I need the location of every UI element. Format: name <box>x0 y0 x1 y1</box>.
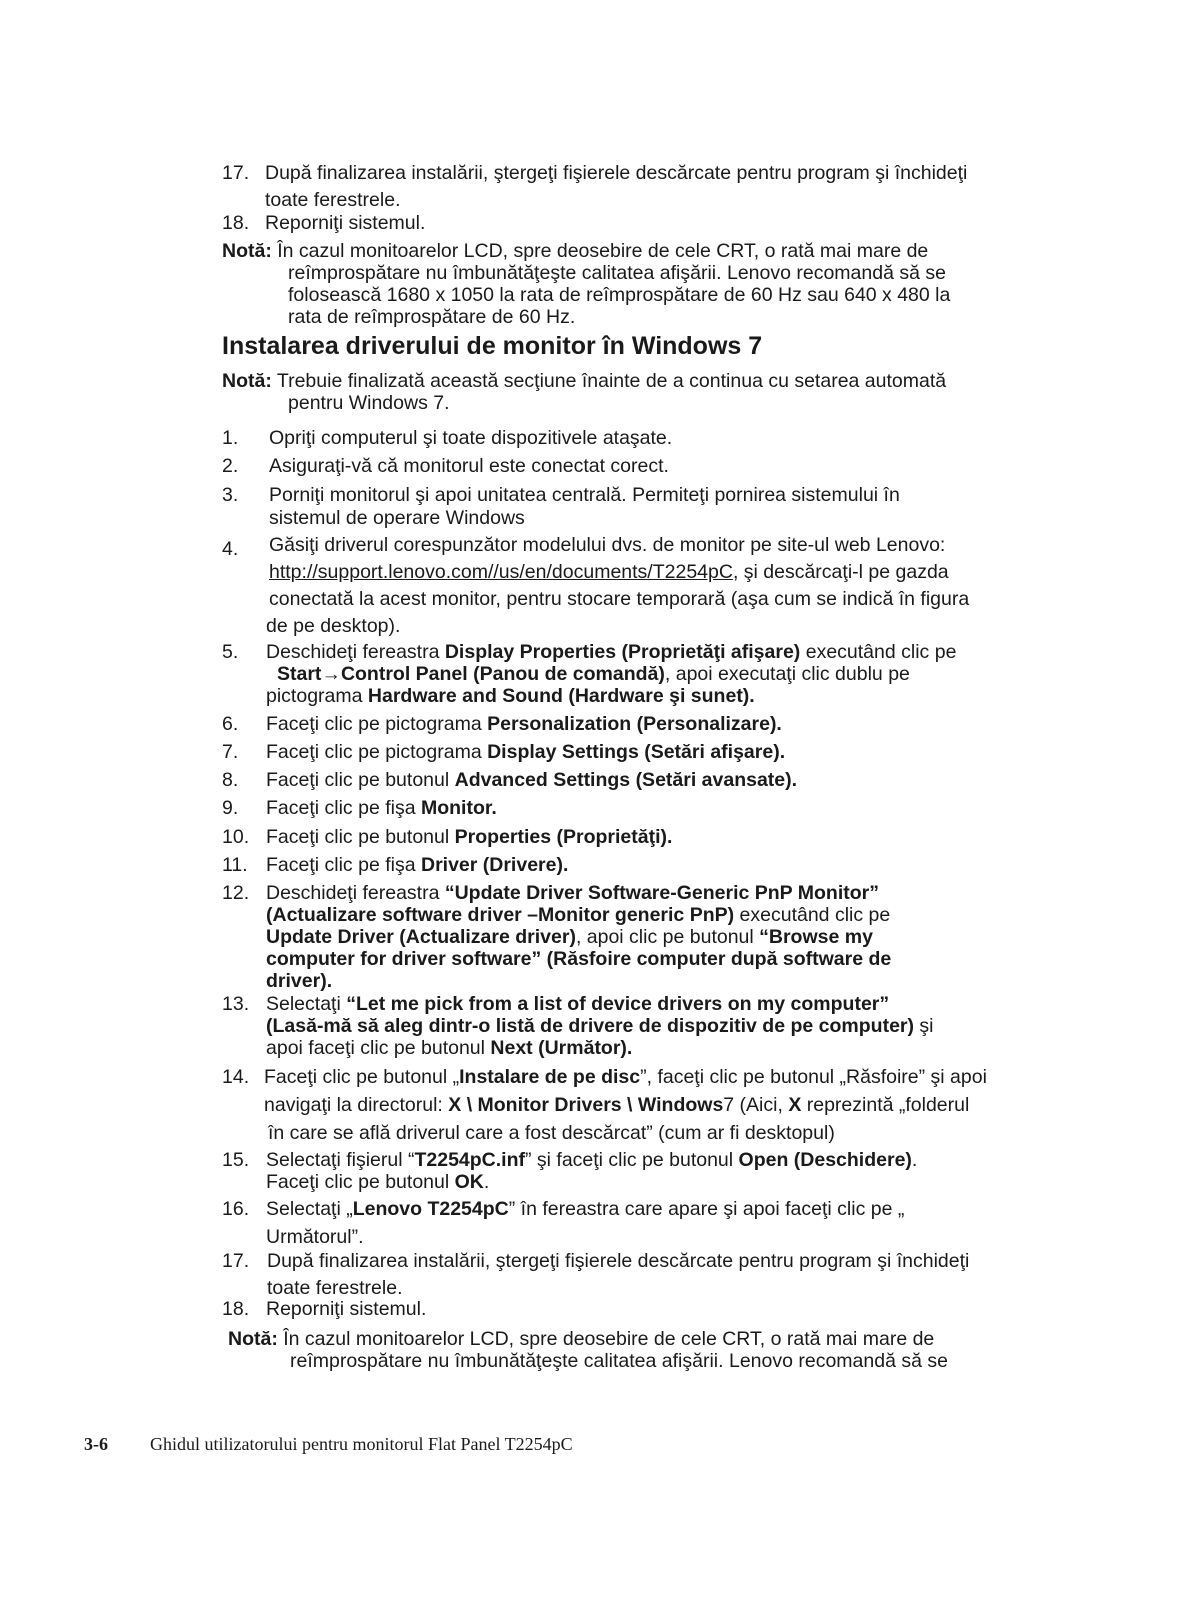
item-text: Asiguraţi-vă că monitorul este conectat corect. <box>269 455 669 477</box>
item-number: 16. <box>222 1198 250 1220</box>
item-number: 7. <box>222 741 239 763</box>
item-text: Opriţi computerul şi toate dispozitivele ataşate. <box>269 427 673 449</box>
note-text: În cazul monitoarelor LCD, spre deosebire de cele CRT, o rată mai mare de <box>277 1328 935 1350</box>
item-text: sistemul de operare Windows <box>269 507 525 529</box>
item-number: 17. <box>222 1250 250 1272</box>
note-label: Notă: <box>222 240 272 262</box>
item-number: 1. <box>222 427 239 449</box>
item-number: 15. <box>222 1149 250 1171</box>
item-number: 10. <box>222 826 250 848</box>
note-text: În cazul monitoarelor LCD, spre deosebire de cele CRT, o rată mai mare de <box>271 240 929 262</box>
item-number: 2. <box>222 455 239 477</box>
item-number: 5. <box>222 641 239 663</box>
note-text: rata de reîmprospătare de 60 Hz. <box>288 306 576 328</box>
item-number: 4. <box>222 538 239 560</box>
footer-title: Ghidul utilizatorului pentru monitorul Flat Panel T2254pC <box>150 1434 573 1454</box>
item-text: de pe desktop). <box>266 615 401 637</box>
arrow-right-icon: → <box>321 663 341 685</box>
item-text: Reporniţi sistemul. <box>265 212 426 234</box>
item-text: După finalizarea instalării, ştergeţi fişierele descărcate pentru program şi închideţi <box>265 162 968 184</box>
document-page: 17. După finalizarea instalării, ştergeţi fişierele descărcate pentru program şi închideţi toate ferestrele. 18. Reporniţi sistemul. Notă: În cazul monitoarelor LCD, spre deosebire de cele CRT, o rată mai mare de reîmprospătare nu îmbunătăţeşte calitatea afişării. Lenovo recomandă să se folosească 1680 x 1050 la rata de reîmprospătare de 60 Hz sau 640 x 480 la rata de reîmprospătare de 60 Hz. Instalarea driverului de monitor în Windows 7 Notă: Trebuie finalizată această secţiune înainte de a continua cu setarea automată pentru Windows 7. 1. Opriţi computerul şi toate dispozitivele ataşate. 2. Asiguraţi-vă că monitorul este conectat corect. 3. Porniţi monitorul şi apoi unitatea centrală. Permiteţi pornirea sistemului în sistemul de operare Windows 4. Găsiţi driverul corespunzător modelului dvs. de monitor pe site-ul web Lenovo: http://support.lenovo.com//us/en/documents/T2254pC, şi descărcaţi-l pe gazda conectată la acest monitor, pentru stocare temporară (aşa cum se indică în figura de pe desktop). 5. Deschideţi fereastra Display Properties (Proprietăţi afişare) executând clic pe Start→Control Panel (Panou de comandă), apoi executaţi clic dublu pe pictograma Hardware and Sound (Hardware şi sunet). 6. Faceţi clic pe pictograma Personalization (Personalizare). 7. Faceţi clic pe pictograma Display Settings (Setări afişare). 8. Faceţi clic pe butonul Advanced Settings (Setări avansate). 9. Faceţi clic pe fişa Monitor. 10. Faceţi clic pe butonul Properties (Proprietăţi). 11. Faceţi clic pe fişa Driver (Drivere). 12. Deschideţi fereastra “Update Driver Software-Generic PnP Monitor” (Actualizare software driver –Monitor generic PnP) executând clic pe Update Driver (Actualizare driver), apoi clic pe butonul “Browse my computer for driver software” (Răsfoire computer după software de driver). 13. Selectaţi “Let me pick from a list of device drivers on my computer” (Lasă-mă să aleg dintr-o listă de drivere de dispozitiv de pe computer) şi apoi faceţi clic pe butonul Next (Următor). 14. Faceţi clic pe butonul „Instalare de pe disc”, faceţi clic pe butonul „Răsfoire” şi apoi navigaţi la directorul: X \ Monitor Drivers \ Windows7 (Aici, X reprezintă „folderul în care se află driverul care a fost descărcat” (cum ar fi desktopul) 15. Selectaţi fişierul “T2254pC.inf” şi faceţi clic pe butonul Open (Deschidere). Faceţi clic pe butonul OK. 16. Selectaţi „Lenovo T2254pC” în fereastra care apare şi apoi faceţi clic pe „ Următorul”. 17. După finalizarea instalării, ştergeţi fişierele descărcate pentru program şi închideţi toate ferestrele. 18. Reporniţi sistemul. Notă: În cazul monitoarelor LCD, spre deosebire de cele CRT, o rată mai mare de reîmprospătare nu îmbunătăţeşte calitatea afişării. Lenovo recomandă să se 3-6 Ghidul utilizatorului pentru monitorul Flat Panel T2254pC <box>0 0 1200 1600</box>
note-text: reîmprospătare nu îmbunătăţeşte calitatea afişării. Lenovo recomandă să se <box>290 1350 948 1372</box>
item-text: toate ferestrele. <box>265 189 401 211</box>
note-label: Notă: <box>228 1328 278 1350</box>
item-text: Porniţi monitorul şi apoi unitatea centrală. Permiteţi pornirea sistemului în <box>269 484 900 506</box>
note-block <box>228 1328 948 1372</box>
item-number: 8. <box>222 769 239 791</box>
note-label: Notă: <box>222 370 272 392</box>
item-text: conectată la acest monitor, pentru stocare temporară (aşa cum se indică în figura <box>269 588 970 610</box>
item-number: 11. <box>222 854 248 876</box>
item-number: 17. <box>222 162 250 184</box>
section-heading: Instalarea driverului de monitor în Windows 7 <box>222 332 763 360</box>
page-number: 3-6 <box>84 1434 108 1454</box>
item-number: 9. <box>222 797 239 819</box>
page-footer <box>84 1434 573 1455</box>
item-number: 14. <box>222 1066 250 1088</box>
item-number: 3. <box>222 484 239 506</box>
note-text: reîmprospătare nu îmbunătăţeşte calitatea afişării. Lenovo recomandă să se <box>288 262 946 284</box>
item-number: 18. <box>222 1298 250 1320</box>
note-text: folosească 1680 x 1050 la rata de reîmprospătare de 60 Hz sau 640 x 480 la <box>288 284 951 306</box>
item-number: 13. <box>222 993 250 1015</box>
item-number: 6. <box>222 713 239 735</box>
item-text: Găsiţi driverul corespunzător modelului dvs. de monitor pe site-ul web Lenovo: <box>269 534 946 556</box>
item-number: 12. <box>222 882 250 904</box>
support-link[interactable]: http://support.lenovo.com//us/en/documents/T2254pC <box>269 561 733 583</box>
note-block <box>222 240 950 328</box>
note-text: pentru Windows 7. <box>288 392 450 414</box>
item-number: 18. <box>222 212 250 234</box>
note-text: Trebuie finalizată această secţiune înainte de a continua cu setarea automată <box>271 370 947 392</box>
note-block <box>222 370 946 414</box>
